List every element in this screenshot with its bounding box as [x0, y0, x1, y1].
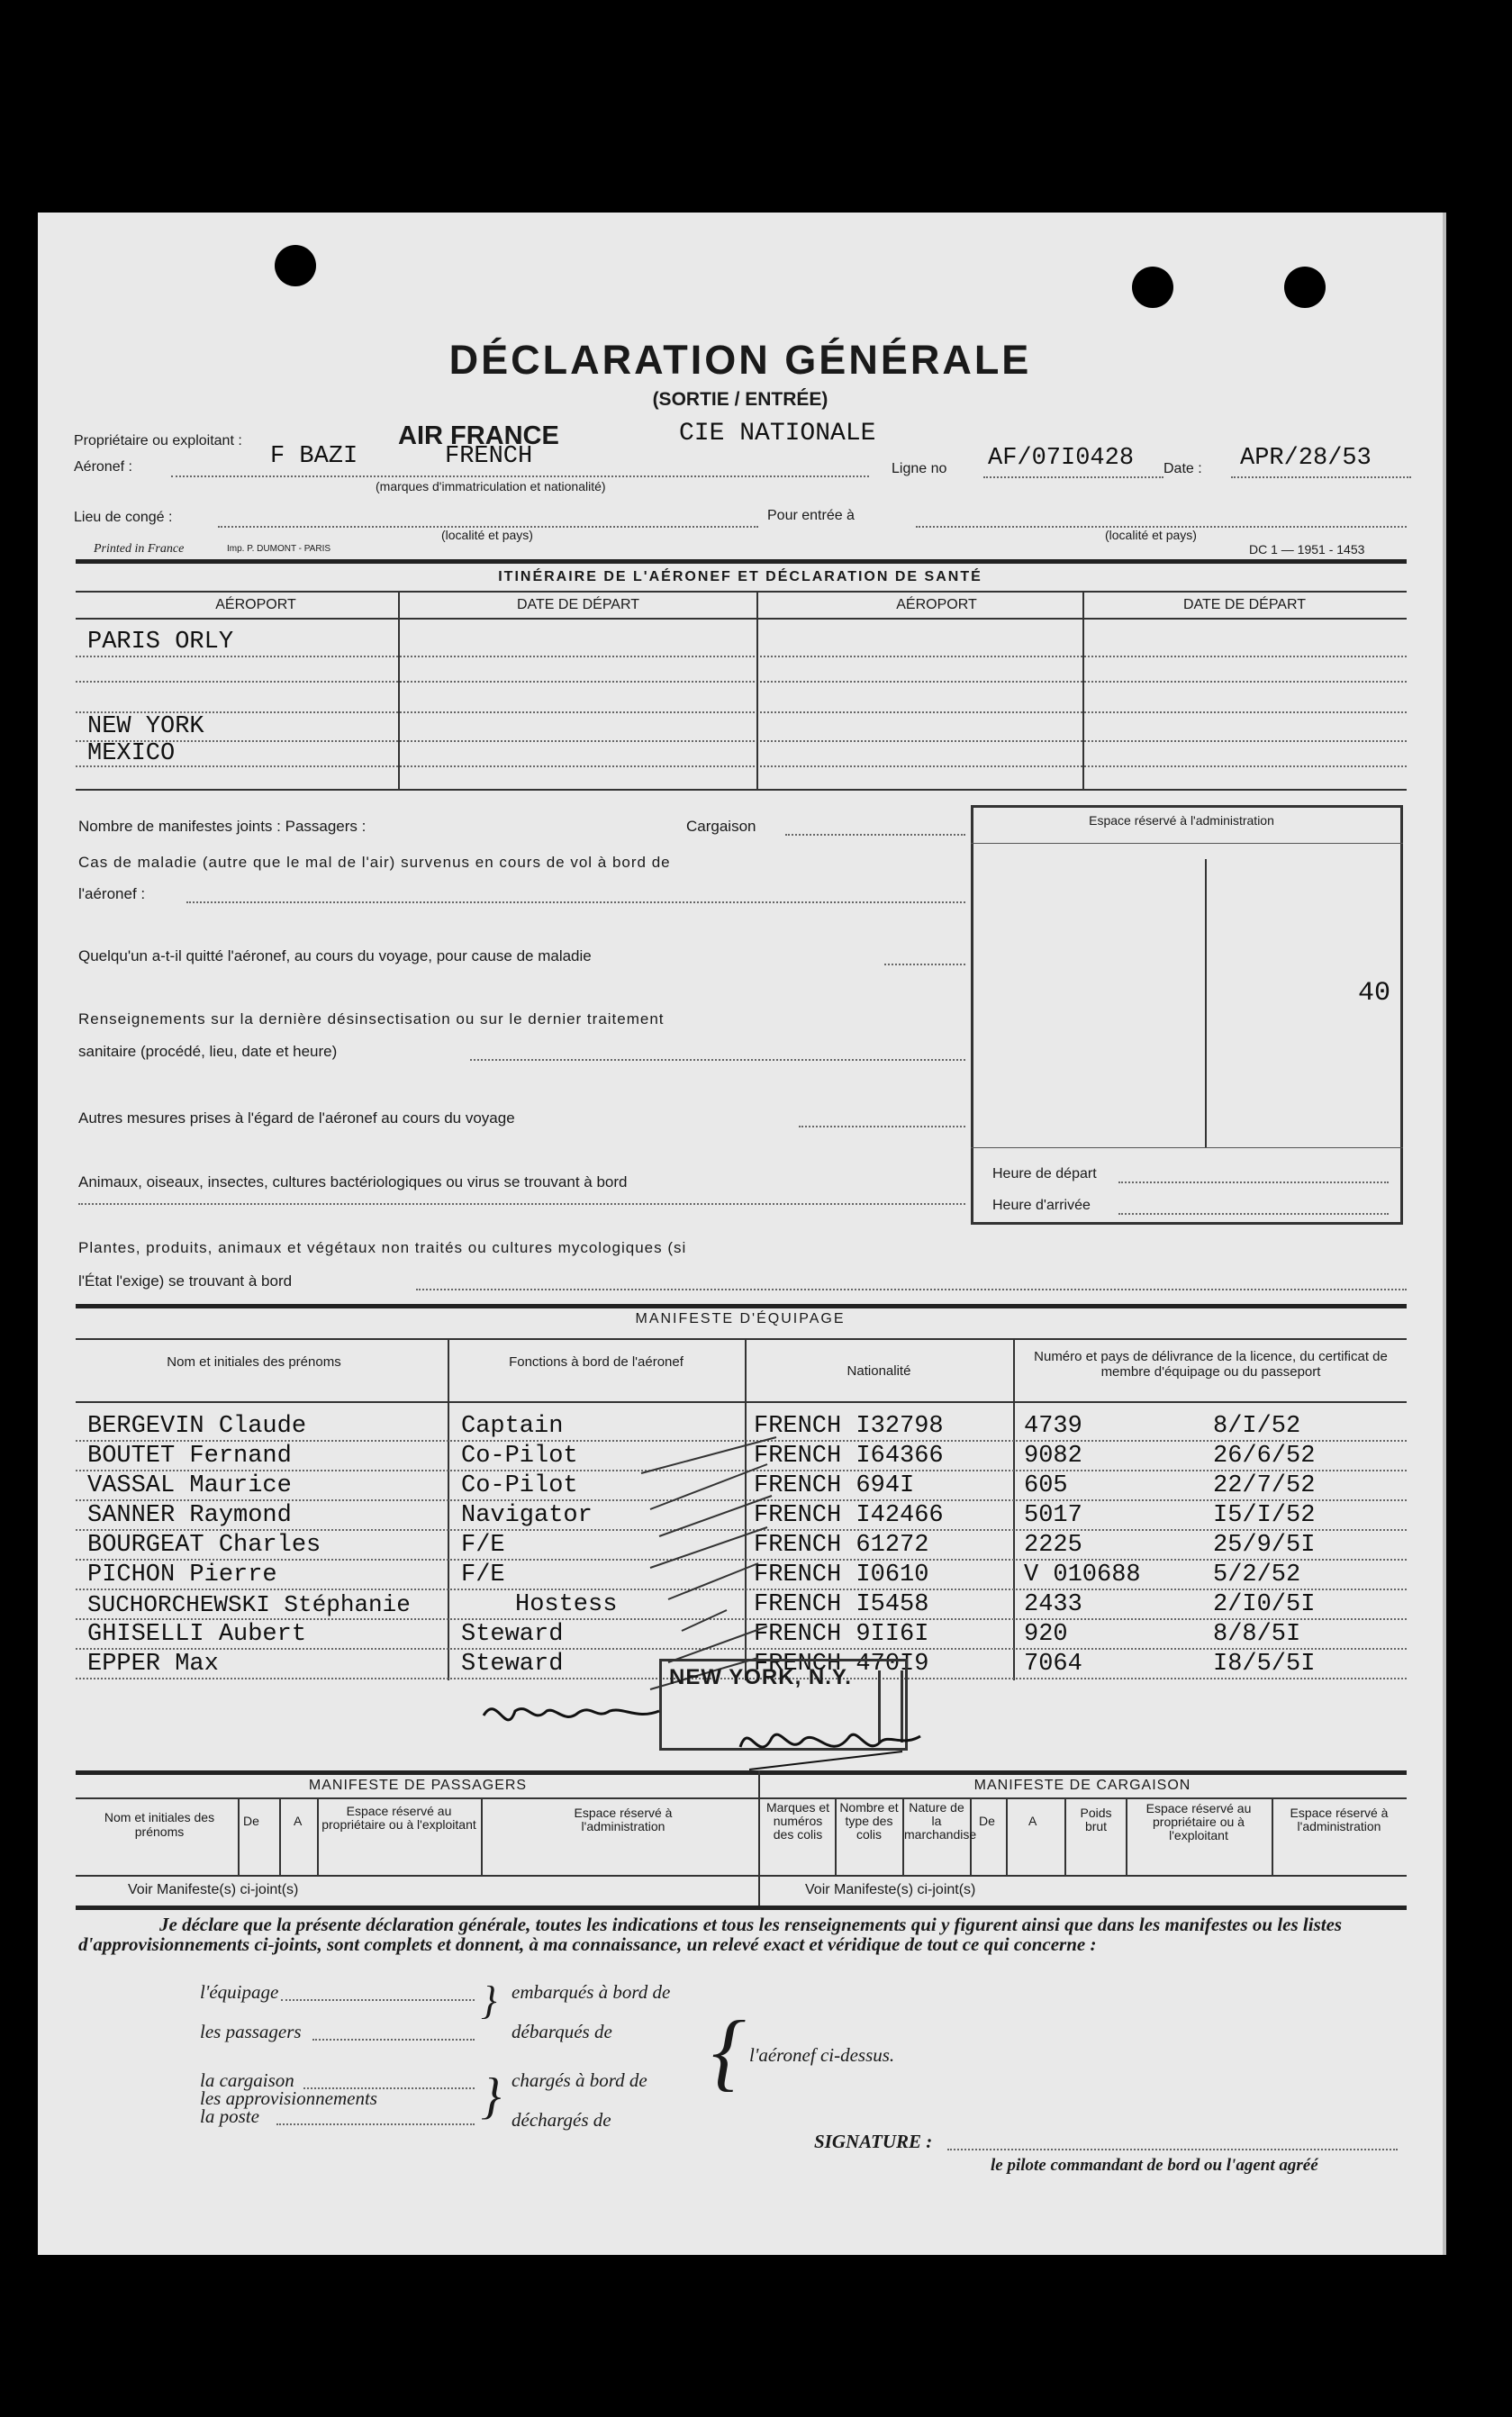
crew-name: SUCHORCHEWSKI Stéphanie: [87, 1591, 411, 1618]
form-sheet: DÉCLARATION GÉNÉRALE (SORTIE / ENTRÉE) Propriétaire ou exploitant : AIR FRANCE CIE NATIONALE Aéronef : F BAZI FRENCH (marques d'immatriculation et nationalité) Ligne no AF/07I0428 Date : APR/28/53 Lieu de congé : (localité et pays) Pour entrée à (localité et pays) Printed in France Imp. P. DUMONT - PARIS DC 1 — 1951 - 1453 ITINÉRAIRE DE L'AÉRONEF ET DÉCLARATION DE SANTÉ AÉROPORT DATE DE DÉPART AÉROPORT DATE DE DÉPART PARIS ORLY NEW YORK MEXICO Nombre de manifestes joints : Passagers : Cargaison Cas de maladie (autre que le mal de l'air) survenus en cours de vol à bord de l'aéronef : Quelqu'un a-t-il quitté l'aéronef, au cours du voyage, pour cause de maladie Renseignements sur la dernière désinsectisation ou sur le dernier traitement sanitaire (procédé, lieu, date et heure) Autres mesures prises à l'égard de l'aéronef au cours du voyage Animaux, oiseaux, insectes, cultures bactériologiques ou virus se trouvant à bord Plantes, produits, animaux et végétaux non traités ou cultures mycologiques (si l'État l'exige) se trouvant à bord Espace réservé à l'administration 40 Heure de départ Heure d'arrivée MANIFESTE D'ÉQUIPAGE Nom et initiales des prénoms Fonctions à bord de l'aéronef Nationalité Numéro et pays de délivrance de la licence, du certificat de membre d'équipage ou du passeport BERGEVIN Claude Captain FRENCH I32798 4739 8/I/52 BOUTET Fernand Co-Pilot FRENCH I64366 9082 26/6/52 VASSAL Maurice Co-Pilot FRENCH 694I 605 22/7/52 SANNER Raymond Navigator FRENCH I42466 5017 I5/I/52 BOURGEAT Charles F/E FRENCH 61272 2225 25/9/5I PICHON Pierre F/E FRENCH I0610 V 010688 5/2/52 SUCHORCHEWSKI Stéphanie Hostess FRENCH I5458 2433 2/I0/5I GHISELLI Aubert Steward FRENCH 9II6I 920 8/8/5I EPPER Max Steward FRENCH 470I9 7064 I8/5/5I NEW YORK, N.Y. MANIFESTE DE PASSAGERS MANIFESTE DE CARGAISON Nom et initiales des prénoms De A Espace réservé au propriétaire ou à l'exploitant Espace réservé à l'administration Marques et numéros des colis Nombre et type des colis Nature de la marchandise De A Poids brut Espace réservé au propriétaire ou à l'exploitant Espace réservé à l'administration Voir Manifeste(s) ci-joint(s) Voir Manifeste(s) ci-joint(s) Je déclare que la présente déclaration générale, toutes les indications et tous les renseignements qui y figurent ainsi que dans les manifestes ou les listes d'approvisionnements ci-joints, sont complets et donnent, à ma connaissance, un relevé exact et véridique de tout ce qui concerne : l'équipage les passagers } embarqués à bord de débarqués de la cargaison les approvisionnements la poste } chargés à bord de déchargés de { l'aéronef ci-dessus. SIGNATURE : le pilote commandant de bord ou l'agent agréé: [38, 213, 1446, 2255]
form-code: DC 1 — 1951 - 1453: [1249, 542, 1365, 557]
cargo-col-admin: Espace réservé à l'administration: [1290, 1806, 1389, 1833]
decl-mail: la poste: [200, 2105, 259, 2127]
decl-embarked: embarqués à bord de: [512, 1981, 671, 2003]
owner-typed: CIE NATIONALE: [679, 420, 876, 448]
departure-place-caption: (localité et pays): [441, 528, 533, 542]
cargo-see-manifests: Voir Manifeste(s) ci-joint(s): [805, 1882, 976, 1897]
crew-licence-number: 605: [1024, 1472, 1068, 1499]
cargo-col-to: A: [1028, 1814, 1037, 1828]
pax-see-manifests: Voir Manifeste(s) ci-joint(s): [128, 1882, 299, 1897]
crew-col-licence: Numéro et pays de délivrance de la licence, du certificat de membre d'équipage ou du passeport: [1034, 1349, 1388, 1380]
crew-licence-date: 5/2/52: [1213, 1562, 1301, 1589]
crew-col-nationality: Nationalité: [847, 1363, 911, 1379]
decl-loaded: chargés à bord de: [512, 2069, 647, 2091]
form-subtitle: (SORTIE / ENTRÉE): [652, 389, 828, 410]
crew-function: Hostess: [515, 1591, 618, 1618]
date-label: Date :: [1163, 461, 1202, 476]
crew-licence-date: 25/9/5I: [1213, 1532, 1316, 1559]
crew-name: PICHON Pierre: [87, 1562, 277, 1589]
itinerary-row: PARIS ORLY: [87, 629, 234, 656]
crew-col-function: Fonctions à bord de l'aéronef: [509, 1354, 684, 1370]
col-airport-1: AÉROPORT: [215, 597, 296, 612]
crew-licence-number: 9082: [1024, 1443, 1082, 1470]
crew-nationality: FRENCH I5458: [754, 1591, 929, 1618]
signature-label: SIGNATURE :: [814, 2131, 933, 2152]
crew-function: Co-Pilot: [461, 1443, 578, 1470]
question-left-aircraft: Quelqu'un a-t-il quitté l'aéronef, au cours du voyage, pour cause de maladie: [78, 947, 592, 964]
punch-hole: [1284, 267, 1326, 308]
owner-value: AIR FRANCE: [398, 421, 559, 450]
col-date-2: DATE DE DÉPART: [1182, 597, 1307, 612]
itinerary-heading: ITINÉRAIRE DE L'AÉRONEF ET DÉCLARATION DE SANTÉ: [498, 569, 982, 584]
cargo-label: Cargaison: [686, 818, 756, 835]
entry-place-label: Pour entrée à: [767, 508, 855, 523]
crew-licence-number: 2225: [1024, 1532, 1082, 1559]
itinerary-row: NEW YORK: [87, 713, 204, 740]
col-airport-2: AÉROPORT: [896, 597, 977, 612]
crew-nationality: FRENCH I0610: [754, 1562, 929, 1589]
crew-nationality: FRENCH 9II6I: [754, 1621, 929, 1648]
pax-col-to: A: [294, 1814, 303, 1828]
crew-function: Steward: [461, 1621, 564, 1648]
admin-space-title: Espace réservé à l'administration: [1089, 813, 1274, 828]
crew-function: F/E: [461, 1532, 505, 1559]
crew-name: EPPER Max: [87, 1651, 219, 1678]
entry-place-caption: (localité et pays): [1105, 528, 1197, 542]
crew-name: BERGEVIN Claude: [87, 1413, 307, 1440]
question-disinsection: Renseignements sur la dernière désinsectisation ou sur le dernier traitement: [78, 1010, 665, 1027]
decl-crew: l'équipage: [200, 1981, 279, 2003]
question-plants-cont: l'État l'exige) se trouvant à bord: [78, 1272, 293, 1290]
cargo-col-weight: Poids brut: [1080, 1806, 1112, 1833]
decl-unloaded: déchargés de: [512, 2109, 611, 2131]
question-illness: Cas de maladie (autre que le mal de l'air) survenus en cours de vol à bord de: [78, 854, 671, 871]
cargo-col-marks: Marques et numéros des colis: [765, 1800, 830, 1842]
printed-in: Printed in France: [94, 542, 185, 556]
crew-name: VASSAL Maurice: [87, 1472, 292, 1499]
question-disinsection-cont: sanitaire (procédé, lieu, date et heure): [78, 1043, 338, 1060]
question-animals: Animaux, oiseaux, insectes, cultures bactériologiques ou virus se trouvant à bord: [78, 1173, 628, 1190]
pax-col-from: De: [243, 1814, 259, 1828]
aircraft-nationality: FRENCH: [445, 443, 533, 470]
printer-name: Imp. P. DUMONT - PARIS: [227, 544, 331, 554]
line-label: Ligne no: [892, 461, 947, 476]
aircraft-caption: (marques d'immatriculation et nationalité): [376, 479, 606, 493]
departure-place-label: Lieu de congé :: [74, 510, 173, 525]
manifests-label: Nombre de manifestes joints : Passagers :: [78, 818, 367, 835]
itinerary-row: MEXICO: [87, 740, 176, 767]
punch-hole: [275, 245, 316, 286]
crew-licence-date: 26/6/52: [1213, 1443, 1316, 1470]
crew-name: GHISELLI Aubert: [87, 1621, 307, 1648]
signature-caption: le pilote commandant de bord ou l'agent agréé: [991, 2156, 1318, 2175]
crew-col-name: Nom et initiales des prénoms: [167, 1354, 341, 1370]
crew-nationality: FRENCH 694I: [754, 1472, 915, 1499]
admin-number: 40: [1358, 978, 1391, 1009]
crew-licence-number: 5017: [1024, 1502, 1082, 1529]
departure-time-label: Heure de départ: [992, 1166, 1097, 1181]
crew-function: Navigator: [461, 1502, 593, 1529]
pax-col-name: Nom et initiales des prénoms: [104, 1810, 215, 1839]
crew-licence-date: I5/I/52: [1213, 1502, 1316, 1529]
decl-disembarked: débarqués de: [512, 2021, 612, 2042]
crew-manifest-heading: MANIFESTE D'ÉQUIPAGE: [635, 1311, 846, 1326]
crew-nationality: FRENCH 61272: [754, 1532, 929, 1559]
decl-aircraft: l'aéronef ci-dessus.: [749, 2044, 895, 2066]
stamp-text: NEW YORK, N.Y.: [669, 1665, 852, 1689]
line-value: AF/07I0428: [988, 445, 1135, 472]
col-date-1: DATE DE DÉPART: [516, 597, 640, 612]
crew-nationality: FRENCH I64366: [754, 1443, 944, 1470]
pax-col-owner: Espace réservé au propriétaire ou à l'exploitant: [321, 1804, 476, 1832]
crew-function: Captain: [461, 1413, 564, 1440]
aircraft-label: Aéronef :: [74, 459, 132, 475]
date-value: APR/28/53: [1240, 445, 1372, 472]
crew-licence-number: 2433: [1024, 1591, 1082, 1618]
aircraft-registration: F BAZI: [270, 443, 358, 470]
owner-label: Propriétaire ou exploitant :: [74, 433, 242, 448]
arrival-time-label: Heure d'arrivée: [992, 1198, 1091, 1213]
pax-col-admin: Espace réservé à l'administration: [574, 1806, 673, 1833]
question-plants: Plantes, produits, animaux et végétaux non traités ou cultures mycologiques (si: [78, 1239, 687, 1256]
crew-licence-number: V 010688: [1024, 1562, 1141, 1589]
handwritten-signature: [479, 1684, 983, 1783]
crew-licence-date: 8/8/5I: [1213, 1621, 1301, 1648]
cargo-col-from: De: [979, 1814, 995, 1828]
crew-licence-number: 4739: [1024, 1413, 1082, 1440]
crew-function: F/E: [461, 1562, 505, 1589]
cargo-manifest-heading: MANIFESTE DE CARGAISON: [973, 1778, 1191, 1793]
decl-supplies: les approvisionnements: [200, 2087, 377, 2109]
cargo-col-nature: Nature de la marchandise: [904, 1800, 977, 1842]
crew-licence-date: 8/I/52: [1213, 1413, 1301, 1440]
crew-licence-date: 2/I0/5I: [1213, 1591, 1316, 1618]
decl-passengers: les passagers: [200, 2021, 302, 2042]
declaration-text: Je déclare que la présente déclaration générale, toutes les indications et tous les renseignements qui y figurent ainsi que dans les manifestes ou les listes d'approvisionnements ci-joints, sont complets et donnent, à ma connaissance, un relevé exact et véridique de tout ce qui concerne :: [78, 1914, 1343, 1955]
crew-nationality: FRENCH 470I9: [754, 1651, 929, 1678]
crew-licence-date: 22/7/52: [1213, 1472, 1316, 1499]
crew-licence-number: 920: [1024, 1621, 1068, 1648]
passenger-manifest-heading: MANIFESTE DE PASSAGERS: [308, 1778, 528, 1793]
crew-function: Steward: [461, 1651, 564, 1678]
form-title: DÉCLARATION GÉNÉRALE: [448, 337, 1032, 383]
crew-name: BOUTET Fernand: [87, 1443, 292, 1470]
question-illness-cont: l'aéronef :: [78, 885, 146, 902]
cargo-col-owner: Espace réservé au propriétaire ou à l'exploitant: [1145, 1801, 1252, 1842]
cargo-col-number: Nombre et type des colis: [839, 1800, 899, 1842]
punch-hole: [1132, 267, 1173, 308]
crew-nationality: FRENCH I32798: [754, 1413, 944, 1440]
crew-licence-number: 7064: [1024, 1651, 1082, 1678]
crew-name: BOURGEAT Charles: [87, 1532, 321, 1559]
question-other-measures: Autres mesures prises à l'égard de l'aéronef au cours du voyage: [78, 1109, 515, 1127]
crew-licence-date: I8/5/5I: [1213, 1651, 1316, 1678]
crew-name: SANNER Raymond: [87, 1502, 292, 1529]
crew-function: Co-Pilot: [461, 1472, 578, 1499]
decl-cargo: la cargaison: [200, 2069, 294, 2091]
crew-nationality: FRENCH I42466: [754, 1502, 944, 1529]
